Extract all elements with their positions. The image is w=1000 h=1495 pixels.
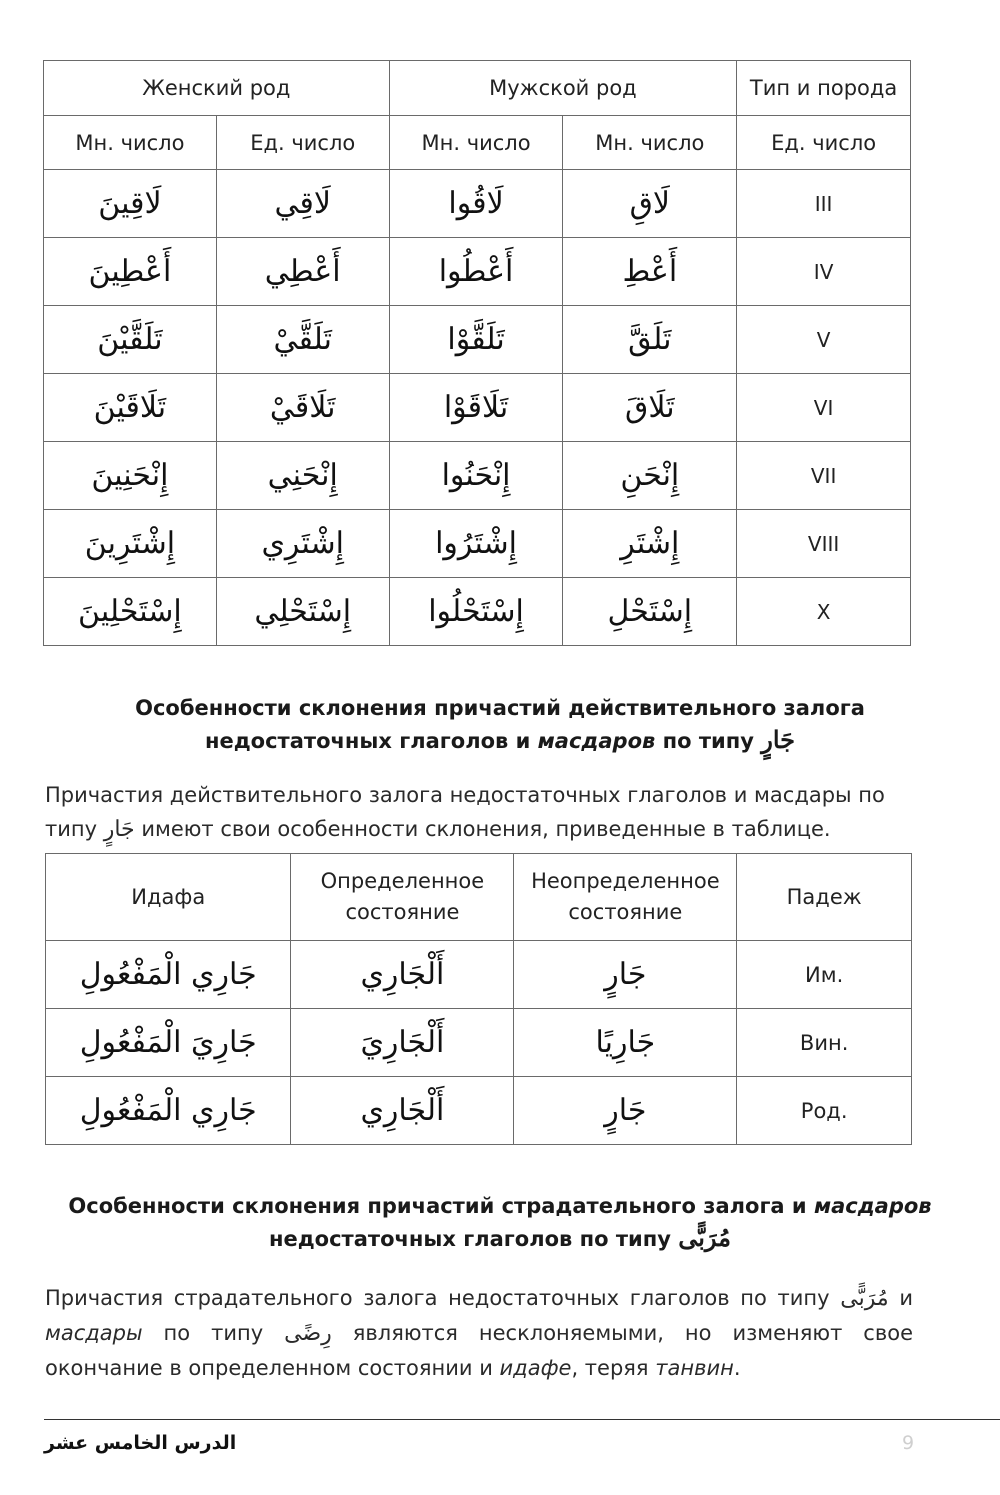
para-emphasis: масдары bbox=[45, 1321, 143, 1345]
header-definite: Определенное состояние bbox=[291, 854, 514, 941]
cell-fem-singular: لَاقِي bbox=[216, 170, 389, 238]
heading-arabic-word: جَارٍ bbox=[761, 725, 796, 754]
subheader-cell: Мн. число bbox=[563, 116, 737, 170]
table-subheader-row bbox=[44, 116, 911, 170]
section2-heading bbox=[40, 1190, 960, 1255]
cell-fem-plural: إِنْحَنِينَ bbox=[44, 442, 217, 510]
cell-masc-plural: أَعْطُوا bbox=[389, 238, 563, 306]
cell-type: IV bbox=[737, 238, 911, 306]
heading-text: Особенности склонения причастий страдательного залога и bbox=[68, 1194, 814, 1218]
header-type: Тип и порода bbox=[737, 61, 911, 116]
subheader-cell: Мн. число bbox=[44, 116, 217, 170]
para-text: , теряя bbox=[571, 1356, 656, 1380]
header-feminine: Женский род bbox=[44, 61, 390, 116]
conjugation-table bbox=[43, 60, 911, 646]
header-idafa: Идафа bbox=[46, 854, 291, 941]
para-text: . bbox=[733, 1356, 741, 1380]
cell-idafa: جَارِيَ الْمَفْعُولِ bbox=[46, 1009, 291, 1077]
cell-idafa: جَارِي الْمَفْعُولِ bbox=[46, 1077, 291, 1145]
table-row bbox=[44, 510, 911, 578]
table-row bbox=[46, 1009, 912, 1077]
header-case: Падеж bbox=[737, 854, 912, 941]
cell-idafa: جَارِي الْمَفْعُولِ bbox=[46, 941, 291, 1009]
footer-divider bbox=[44, 1419, 1000, 1420]
cell-fem-plural: تَلَاقَيْنَ bbox=[44, 374, 217, 442]
cell-case: Род. bbox=[737, 1077, 912, 1145]
section2-heading-line2 bbox=[40, 1222, 960, 1255]
cell-fem-singular: إِسْتَحْلِي bbox=[216, 578, 389, 646]
cell-fem-singular: إِشْتَرِي bbox=[216, 510, 389, 578]
para-text: являются несклоняемыми, но изменяют свое окончание в определенном состоянии и bbox=[45, 1321, 913, 1380]
page-number: 9 bbox=[902, 1432, 915, 1454]
header-masculine: Мужской род bbox=[389, 61, 737, 116]
heading-text: по типу bbox=[655, 729, 762, 753]
cell-masc-plural: إِنْحَنُوا bbox=[389, 442, 563, 510]
cell-case: Им. bbox=[737, 941, 912, 1009]
section1-heading-line1: Особенности склонения причастий действительного залога bbox=[135, 696, 865, 720]
cell-masc-singular: تَلَاقَ bbox=[563, 374, 737, 442]
table-header-row bbox=[44, 61, 911, 116]
cell-definite: أَلْجَارِيَ bbox=[291, 1009, 514, 1077]
cell-fem-singular: إِنْحَنِي bbox=[216, 442, 389, 510]
para-emphasis: идафе bbox=[499, 1356, 572, 1380]
footer-lesson-title: الدرس الخامس عشر bbox=[44, 1432, 237, 1454]
cell-type: III bbox=[737, 170, 911, 238]
section1-heading-line2 bbox=[40, 724, 960, 757]
cell-masc-plural: لَاقُوا bbox=[389, 170, 563, 238]
table-row bbox=[44, 306, 911, 374]
heading-emphasis: масдаров bbox=[813, 1194, 932, 1218]
cell-fem-plural: لَاقِينَ bbox=[44, 170, 217, 238]
subheader-cell: Ед. число bbox=[216, 116, 389, 170]
cell-masc-singular: تَلَقَّ bbox=[563, 306, 737, 374]
section1-heading bbox=[40, 692, 960, 757]
cell-fem-plural: إِشْتَرِينَ bbox=[44, 510, 217, 578]
declension-table bbox=[45, 853, 912, 1145]
heading-arabic-word: مُرَبًّى bbox=[678, 1223, 732, 1252]
cell-indefinite: جَارٍ bbox=[514, 941, 737, 1009]
para-emphasis: танвин bbox=[655, 1356, 734, 1380]
table-row bbox=[46, 941, 912, 1009]
para-arabic-word: جَارٍ bbox=[103, 817, 135, 842]
cell-masc-plural: إِسْتَحْلُوا bbox=[389, 578, 563, 646]
para-text: имеют свои особенности склонения, приведенные в таблице. bbox=[134, 817, 831, 841]
cell-indefinite: جَارٍ bbox=[514, 1077, 737, 1145]
cell-case: Вин. bbox=[737, 1009, 912, 1077]
cell-fem-plural: إِسْتَحْلِينَ bbox=[44, 578, 217, 646]
cell-definite: أَلْجَارِي bbox=[291, 1077, 514, 1145]
para-text: по типу bbox=[142, 1321, 285, 1345]
cell-type: VIII bbox=[737, 510, 911, 578]
heading-text: недостаточных глаголов и bbox=[204, 729, 538, 753]
table-row bbox=[44, 170, 911, 238]
cell-type: X bbox=[737, 578, 911, 646]
cell-definite: أَلْجَارِي bbox=[291, 941, 514, 1009]
cell-fem-plural: أَعْطِينَ bbox=[44, 238, 217, 306]
cell-fem-singular: أَعْطِي bbox=[216, 238, 389, 306]
cell-indefinite: جَارِيًا bbox=[514, 1009, 737, 1077]
cell-fem-singular: تَلَقَّيْ bbox=[216, 306, 389, 374]
heading-text: недостаточных глаголов по типу bbox=[268, 1227, 679, 1251]
cell-masc-singular: إِنْحَنِ bbox=[563, 442, 737, 510]
para-text: и bbox=[888, 1286, 913, 1310]
cell-type: V bbox=[737, 306, 911, 374]
para-text: Причастия страдательного залога недостаточных глаголов по типу bbox=[45, 1286, 841, 1310]
cell-masc-singular: إِشْتَرِ bbox=[563, 510, 737, 578]
cell-masc-singular: أَعْطِ bbox=[563, 238, 737, 306]
section1-paragraph bbox=[45, 778, 913, 847]
table-row bbox=[44, 578, 911, 646]
section2-heading-line1 bbox=[40, 1190, 960, 1222]
section2-paragraph bbox=[45, 1281, 913, 1385]
cell-masc-plural: تَلَقَّوْا bbox=[389, 306, 563, 374]
cell-fem-plural: تَلَقَّيْنَ bbox=[44, 306, 217, 374]
subheader-cell: Мн. число bbox=[389, 116, 563, 170]
header-indefinite: Неопределенное состояние bbox=[514, 854, 737, 941]
table-row bbox=[46, 1077, 912, 1145]
heading-emphasis: масдаров bbox=[537, 729, 656, 753]
table-row bbox=[44, 374, 911, 442]
subheader-cell: Ед. число bbox=[737, 116, 911, 170]
cell-fem-singular: تَلَاقَيْ bbox=[216, 374, 389, 442]
table-header-row bbox=[46, 854, 912, 941]
cell-type: VII bbox=[737, 442, 911, 510]
para-arabic-word: رِضًى bbox=[284, 1321, 332, 1346]
table-row bbox=[44, 442, 911, 510]
para-text: Причастия действительного залога недостаточных глаголов и масдары по типу bbox=[45, 783, 885, 841]
cell-masc-singular: لَاقِ bbox=[563, 170, 737, 238]
cell-type: VI bbox=[737, 374, 911, 442]
cell-masc-plural: إِشْتَرُوا bbox=[389, 510, 563, 578]
cell-masc-plural: تَلَاقَوْا bbox=[389, 374, 563, 442]
table-row bbox=[44, 238, 911, 306]
para-arabic-word: مُرَبًّى bbox=[840, 1286, 889, 1311]
cell-masc-singular: إِسْتَحْلِ bbox=[563, 578, 737, 646]
